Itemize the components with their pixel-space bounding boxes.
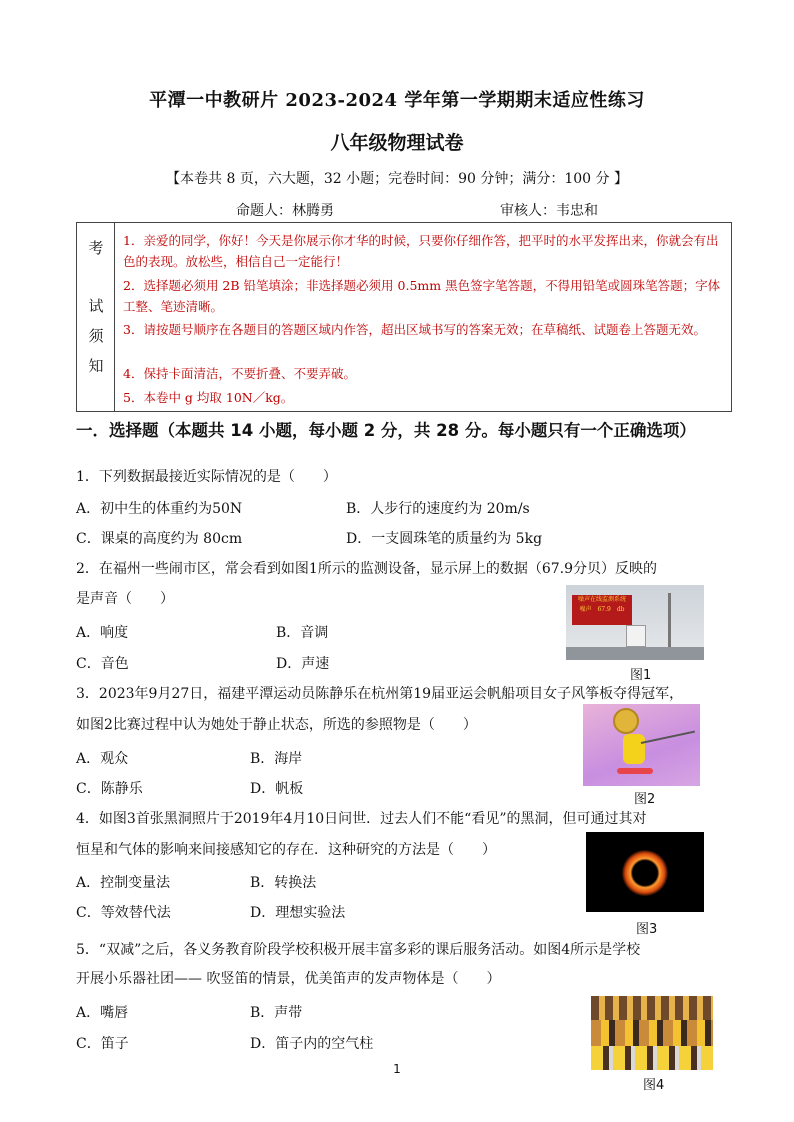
question-stem: 是声音（ ）: [76, 591, 174, 607]
kite-line: [641, 731, 695, 744]
athlete: [623, 734, 645, 764]
board: [617, 768, 653, 774]
option: D．笛子内的空气柱: [250, 1036, 374, 1052]
students-back-row: [591, 996, 713, 1020]
noise-display-line: 噪声在线监测系统: [577, 596, 626, 603]
figure-black-hole: [586, 832, 704, 912]
question-stem: 5．“双减”之后，各义务教育阶段学校积极开展丰富多彩的课后服务活动。如图4所示是学校: [76, 942, 641, 958]
notice-label-char: 须: [88, 327, 104, 345]
section-heading: 一．选择题（本题共 14 小题，每小题 2 分，共 28 分。每小题只有一个正确选项）: [76, 421, 696, 440]
option: C．音色: [76, 656, 129, 672]
figure-caption: 图1: [630, 668, 652, 683]
option: B．转换法: [250, 875, 317, 891]
notice-label-char: 知: [88, 357, 104, 375]
option: A．响度: [76, 625, 129, 641]
figure-recorder-class: [591, 996, 713, 1070]
option: A．嘴唇: [76, 1005, 129, 1021]
notice-label-char: 试: [88, 297, 104, 315]
reviewer: 审核人：韦忠和: [500, 203, 598, 219]
exam-title: 平潭一中教研片 2023-2024 学年第一学期期末适应性练习: [149, 90, 645, 111]
noise-display: [572, 595, 632, 625]
noise-display-line: 噪声 67.9 db: [579, 606, 625, 613]
option: B．声带: [250, 1005, 303, 1021]
option: C．等效替代法: [76, 905, 171, 921]
notice-box: [76, 222, 732, 412]
question-stem: 3．2023年9月27日，福建平潭运动员陈静乐在杭州第19届亚运会帆船项目女子风筝板夺得冠军，: [76, 686, 684, 702]
figure-caption: 图2: [634, 792, 656, 807]
figure-noise-monitor: [566, 585, 704, 660]
option: D．声速: [276, 656, 330, 672]
notice-item: 5．本卷中 g 均取 10N／kg。: [123, 390, 294, 405]
option: A．观众: [76, 751, 129, 767]
notice-label: [77, 223, 115, 411]
exam-info: 【本卷共 8 页，六大题，32 小题；完卷时间：90 分钟；满分：100 分 】: [166, 171, 628, 187]
notice-item: 2．选择题必须用 2B 铅笔填涂；非选择题必须用 0.5mm 黑色签字笔答题，不得用铅笔或圆珠笔答题；字体工整、笔迹清晰。: [123, 278, 721, 314]
option: C．课桌的高度约为 80cm: [76, 531, 243, 547]
option: D．帆板: [250, 781, 304, 797]
question-stem: 恒星和气体的影响来间接感知它的存在．这种研究的方法是（ ）: [76, 842, 496, 858]
monitor-box: [626, 625, 646, 647]
notice-item: 1．亲爱的同学，你好！今天是你展示你才华的时候，只要你仔细作答，把平时的水平发挥出来，你就会有出色的表现。放松些，相信自己一定能行！: [123, 233, 719, 269]
author: 命题人：林腾勇: [236, 203, 334, 219]
notice-label-char: 考: [88, 239, 104, 257]
railing: [566, 647, 704, 660]
notice-item: 3．请按题号顺序在各题目的答题区域内作答，超出区域书写的答案无效；在草稿纸、试题卷上答题无效。: [123, 322, 706, 337]
figure-kiteboarder: [583, 704, 700, 786]
option: C．陈静乐: [76, 781, 143, 797]
notice-item: 4．保持卡面清洁，不要折叠、不要弄破。: [123, 366, 356, 381]
page-number: 1: [393, 1062, 401, 1076]
option: A．控制变量法: [76, 875, 171, 891]
question-stem: 4．如图3首张黑洞照片于2019年4月10日问世．过去人们不能“看见”的黑洞，但可通过其对: [76, 811, 647, 827]
option: A．初中生的体重约为50N: [76, 501, 243, 517]
question-stem: 如图2比赛过程中认为她处于静止状态，所选的参照物是（ ）: [76, 717, 477, 733]
figure-caption: 图4: [643, 1078, 665, 1093]
figure-caption: 图3: [636, 922, 658, 937]
exam-subtitle: 八年级物理试卷: [330, 132, 464, 154]
option: D．理想实验法: [250, 905, 346, 921]
question-stem: 1．下列数据最接近实际情况的是（ ）: [76, 469, 337, 485]
black-hole-ring: [622, 850, 668, 896]
question-stem: 开展小乐器社团—— 吹竖笛的情景，优美笛声的发声物体是（ ）: [76, 971, 501, 987]
medal-icon: [613, 708, 639, 734]
question-stem: 2．在福州一些闹市区，常会看到如图1所示的监测设备，显示屏上的数据（67.9分贝）反映的: [76, 561, 657, 577]
option: D．一支圆珠笔的质量约为 5kg: [346, 531, 543, 547]
option: C．笛子: [76, 1036, 129, 1052]
option: B．海岸: [250, 751, 303, 767]
option: B．人步行的速度约为 20m/s: [346, 501, 530, 517]
option: B．音调: [276, 625, 329, 641]
